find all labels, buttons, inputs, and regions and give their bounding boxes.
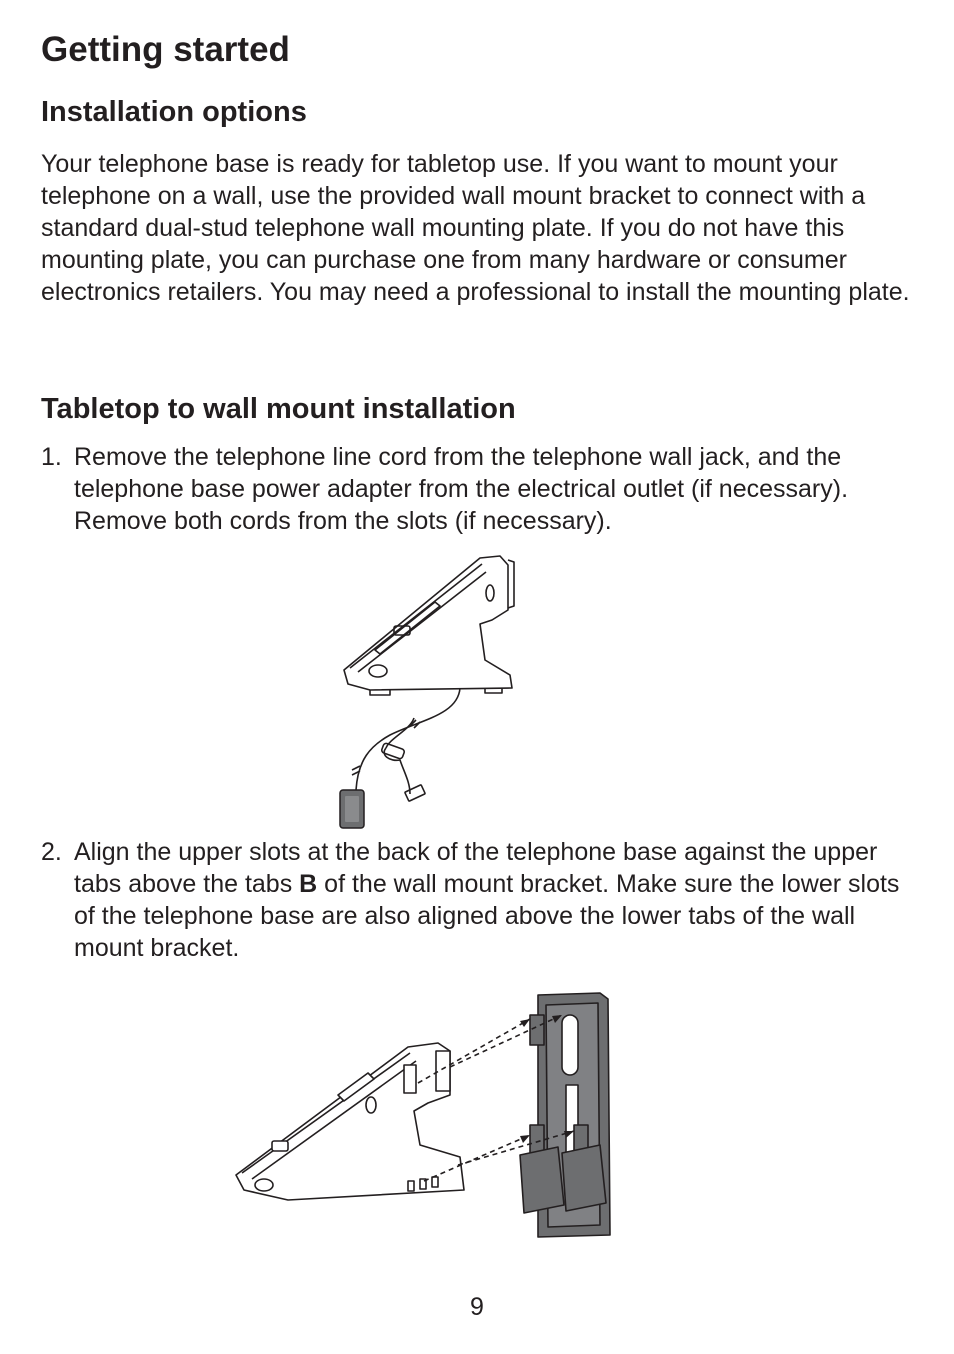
- step-1: [41, 441, 921, 537]
- step-text: [74, 836, 921, 964]
- step-text: Remove the telephone line cord from the telephone wall jack, and the telephone base power adapter from the electrical outlet (if necessary). Remove both cords from the slots (if necessary).: [74, 443, 849, 535]
- step-text-part: of the wall mount bracket. Make sure the lower slots of the telephone base are also aligned above the lower tabs of the wall mount bracket.: [74, 870, 900, 962]
- step-number: 2.: [41, 838, 62, 866]
- page-number: 9: [470, 1293, 484, 1321]
- telephone-base-cords-illustration: [330, 550, 530, 835]
- installation-options-paragraph: Your telephone base is ready for tabletop use. If you want to mount your telephone on a wall, use the provided wall mount bracket to connect with a standard dual-stud telephone wall mounting plate. If you do not have this mounting plate, you can purchase one from many hardware or consumer electronics retailers. You may need a professional to install the mounting plate.: [41, 150, 910, 306]
- wall-mount-alignment-illustration: [228, 985, 618, 1245]
- tab-label-b: B: [299, 870, 318, 898]
- section-heading-installation-options: Installation options: [41, 96, 307, 128]
- page-title: Getting started: [41, 30, 290, 69]
- section-heading-tabletop-to-wall: Tabletop to wall mount installation: [41, 393, 516, 425]
- step-text-part: Align the upper slots at the back of the telephone base against the upper tabs above the tabs: [74, 838, 878, 898]
- step-number: 1.: [41, 443, 62, 471]
- step-2: [41, 836, 921, 964]
